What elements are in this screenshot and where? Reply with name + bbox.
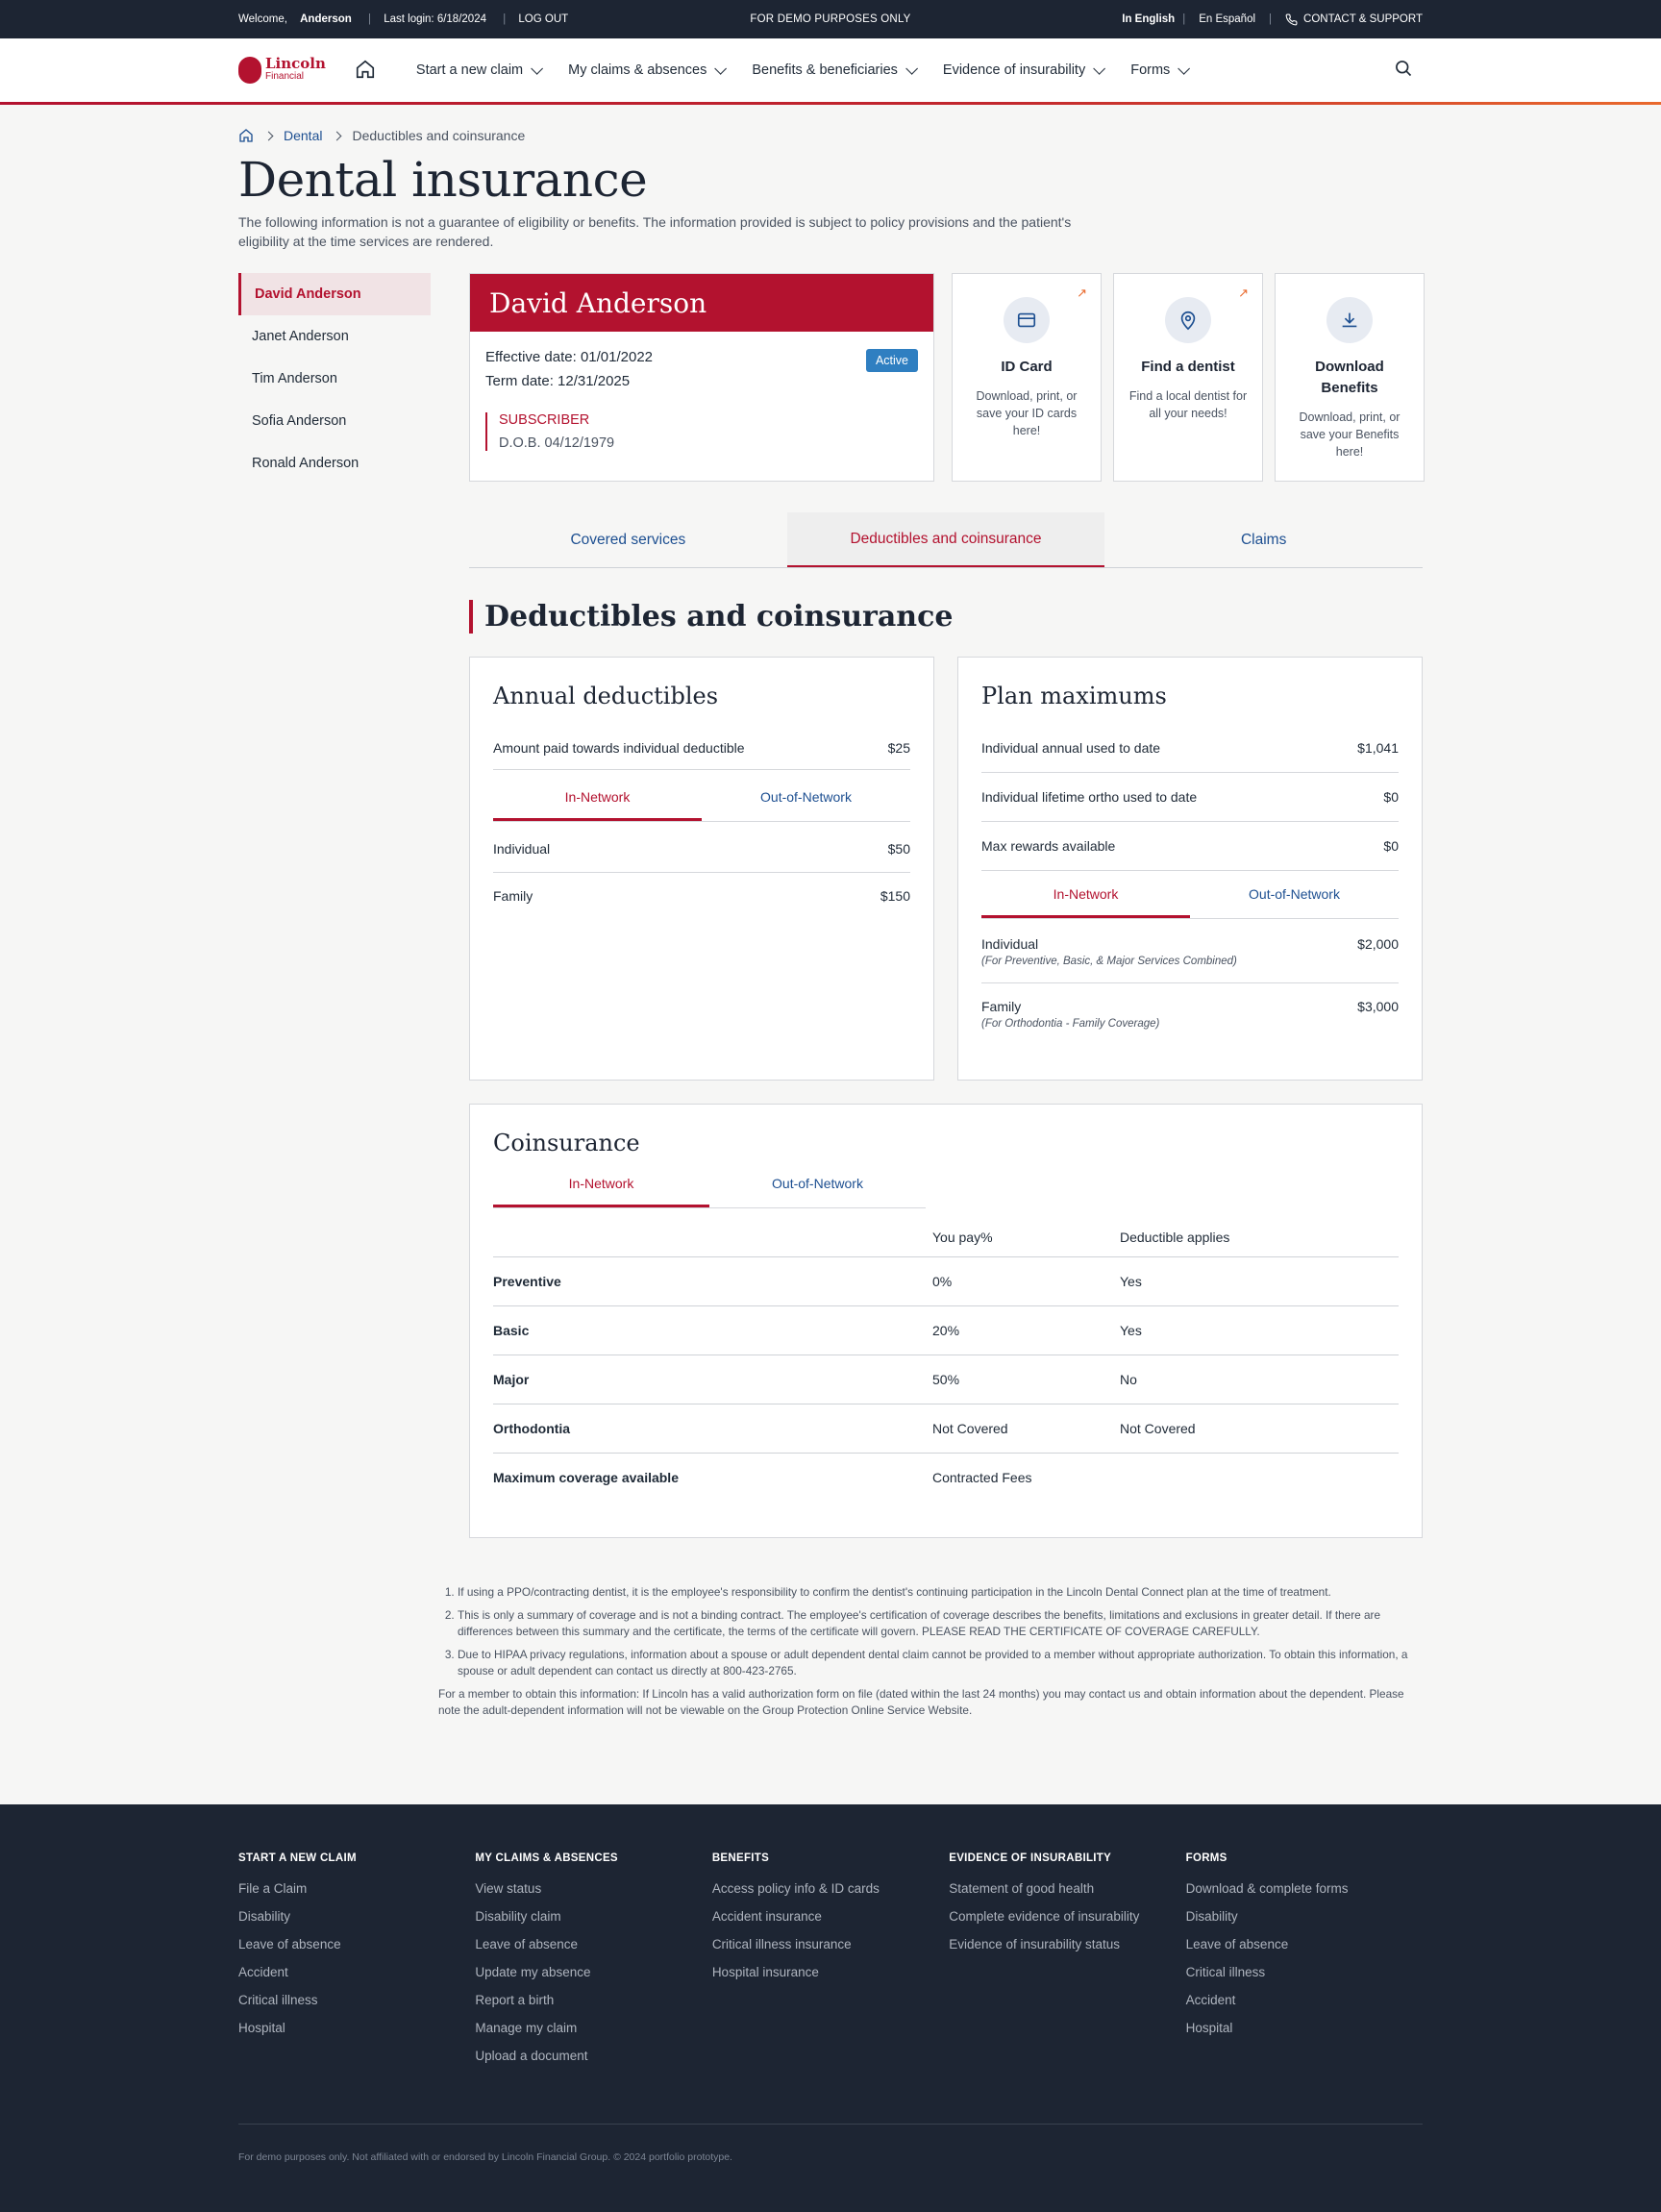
contact-support-link[interactable]: CONTACT & SUPPORT — [1303, 13, 1423, 25]
breadcrumb-dental[interactable]: Dental — [284, 128, 323, 143]
breadcrumb — [238, 128, 525, 143]
row-value: $2,000 — [1357, 936, 1399, 952]
member-item-sofia[interactable]: Sofia Anderson — [252, 413, 347, 429]
footer-link[interactable]: File a Claim — [238, 1881, 308, 1896]
chevron-right-icon — [264, 131, 274, 140]
term-date: Term date: 12/31/2025 — [485, 373, 631, 389]
table-row — [493, 1306, 1399, 1355]
download-icon — [1326, 297, 1373, 343]
footer-link[interactable]: Disability — [1185, 1909, 1238, 1924]
coinsurance-panel — [469, 1104, 1423, 1538]
family-deductible-row — [493, 873, 910, 919]
individual-deductible-row — [493, 822, 910, 873]
member-item-david[interactable]: David Anderson — [238, 273, 431, 315]
location-pin-icon — [1165, 297, 1211, 343]
chevron-down-icon — [715, 62, 728, 75]
lang-spanish-link[interactable]: En Español — [1199, 13, 1256, 25]
footer-link[interactable]: Report a birth — [475, 1993, 555, 2007]
footer-copyright: For demo purposes only. Not affiliated with or endorsed by Lincoln Financial Group. © 2024 portfolio prototype. — [238, 2151, 732, 2163]
tile-title: Find a dentist — [1141, 359, 1235, 375]
footer-link[interactable]: Access policy info & ID cards — [711, 1881, 880, 1896]
footer-col-evidence — [949, 1852, 1185, 2076]
search-icon[interactable] — [1394, 59, 1413, 82]
row-label: Individual lifetime ortho used to date — [981, 789, 1198, 805]
footer-col-my-claims — [475, 1852, 711, 2076]
row-label: Amount paid towards individual deductible — [493, 740, 745, 756]
footer-link[interactable]: Hospital — [238, 2021, 285, 2035]
footer-col-title: FORMS — [1185, 1852, 1227, 1864]
last-login: Last login: 6/18/2024 — [384, 13, 486, 25]
service-label: Preventive — [493, 1257, 932, 1306]
nav-accent-bar — [0, 102, 1661, 105]
member-dob: D.O.B. 04/12/1979 — [499, 435, 615, 451]
max-row — [981, 773, 1399, 822]
row-value: $0 — [1383, 789, 1399, 805]
tab-in-network[interactable]: In-Network — [981, 871, 1190, 918]
member-item-janet[interactable]: Janet Anderson — [252, 329, 349, 344]
tab-deductibles[interactable]: Deductibles and coinsurance — [787, 512, 1105, 567]
tile-title: Download Benefits — [1315, 359, 1384, 396]
network-tabs — [981, 871, 1399, 919]
nav-evidence[interactable]: Evidence of insurability — [943, 62, 1102, 78]
note-item: 1. If using a PPO/contracting dentist, it is the employee's responsibility to confirm the dentist's continuing participation in the Lincoln Dental Connect plan at the time of treatment. — [458, 1584, 1423, 1601]
service-label: Maximum coverage available — [493, 1470, 679, 1485]
tab-covered-services[interactable]: Covered services — [570, 531, 686, 548]
pay-cell: 50% — [932, 1355, 1120, 1404]
footer-col-title: BENEFITS — [711, 1852, 770, 1864]
tab-out-of-network[interactable]: Out-of-Network — [1249, 886, 1340, 902]
demo-notice: FOR DEMO PURPOSES ONLY — [750, 13, 911, 25]
footer-link[interactable]: Update my absence — [475, 1965, 591, 1979]
row-label: Family — [493, 888, 533, 904]
row-label: Individual — [981, 936, 1039, 952]
annual-deductibles-panel — [469, 657, 934, 1081]
logout-link[interactable]: LOG OUT — [518, 13, 569, 25]
lang-english-link[interactable]: In English — [1122, 13, 1176, 25]
max-row — [981, 822, 1399, 871]
logo-subtext: Financial — [265, 71, 305, 82]
service-label: Orthodontia — [493, 1404, 932, 1454]
member-card-name: David Anderson — [470, 274, 933, 332]
table-header-service — [493, 1208, 932, 1257]
tab-in-network[interactable]: In-Network — [493, 1160, 709, 1207]
row-value: $25 — [887, 740, 910, 756]
nav-benefits[interactable]: Benefits & beneficiaries — [752, 62, 914, 78]
footer-link[interactable]: Critical illness — [238, 1993, 318, 2007]
deductible-paid-row — [493, 727, 910, 770]
table-row — [493, 1355, 1399, 1404]
site-footer — [0, 1804, 1661, 2212]
status-badge: Active — [866, 349, 918, 372]
footer-col-title: MY CLAIMS & ABSENCES — [475, 1852, 618, 1864]
chevron-down-icon — [1093, 62, 1105, 75]
footer-link[interactable]: Leave of absence — [238, 1937, 341, 1951]
deductible-cell: Not Covered — [1120, 1404, 1399, 1454]
footer-link[interactable]: Statement of good health — [949, 1881, 1095, 1896]
member-item-ronald[interactable]: Ronald Anderson — [252, 456, 359, 471]
tile-desc: Find a local dentist for all your needs! — [1128, 389, 1248, 420]
disclaimer-notes — [438, 1584, 1423, 1719]
chevron-down-icon — [1178, 62, 1191, 75]
external-link-icon: ↗ — [1077, 286, 1087, 300]
row-note: (For Orthodontia - Family Coverage) — [981, 1018, 1160, 1030]
footer-divider — [238, 2124, 1423, 2125]
welcome-text: Welcome, Anderson — [238, 13, 352, 25]
tab-claims[interactable]: Claims — [1240, 531, 1287, 548]
footer-link[interactable]: View status — [475, 1881, 542, 1896]
nav-my-claims[interactable]: My claims & absences — [568, 62, 723, 78]
divider: | — [503, 13, 507, 25]
external-link-icon: ↗ — [1238, 286, 1249, 300]
breadcrumb-current: Deductibles and coinsurance — [352, 128, 526, 143]
logo-emblem — [238, 57, 261, 84]
note-item: 3. Due to HIPAA privacy regulations, information about a spouse or adult dependent dental claim cannot be provided to a member without appropriate authorization. To obtain this information, a spouse or adult dependent can contact us directly at 800-423-2765. — [458, 1647, 1423, 1679]
id-card-icon — [1004, 297, 1050, 343]
footer-link[interactable]: Hospital insurance — [711, 1965, 819, 1979]
divider: | — [1269, 13, 1273, 25]
dental-tabs — [469, 512, 1423, 568]
table-row — [493, 1454, 1399, 1503]
member-item-tim[interactable]: Tim Anderson — [252, 371, 337, 386]
pay-cell: 20% — [932, 1306, 1120, 1355]
effective-date: Effective date: 01/01/2022 — [485, 349, 654, 365]
service-label: Basic — [493, 1306, 932, 1355]
deductible-cell — [1120, 1454, 1399, 1503]
footer-link[interactable]: Manage my claim — [475, 2021, 578, 2035]
divider: | — [368, 13, 371, 25]
tab-out-of-network[interactable]: Out-of-Network — [772, 1176, 863, 1191]
row-value: $0 — [1383, 838, 1399, 854]
nav-forms[interactable]: Forms — [1130, 62, 1186, 78]
tile-title: ID Card — [1001, 359, 1053, 375]
row-label: Max rewards available — [981, 838, 1116, 854]
footer-link[interactable]: Accident insurance — [711, 1909, 822, 1924]
chevron-right-icon — [333, 131, 342, 140]
footer-link[interactable]: Critical illness insurance — [711, 1937, 852, 1951]
footer-col-forms — [1186, 1852, 1423, 2076]
panel-title: Plan maximums — [981, 683, 1167, 709]
pay-cell: Not Covered — [932, 1404, 1120, 1454]
coinsurance-table — [493, 1208, 1399, 1502]
table-header-deductible: Deductible applies — [1120, 1208, 1399, 1257]
footer-link[interactable]: Download & complete forms — [1185, 1881, 1349, 1896]
pay-cell: Contracted Fees — [932, 1470, 1032, 1485]
footer-link[interactable]: Evidence of insurability status — [949, 1937, 1121, 1951]
deductible-cell: Yes — [1120, 1306, 1399, 1355]
divider: | — [1182, 13, 1186, 25]
id-card-tile[interactable] — [952, 273, 1102, 482]
row-value: $50 — [887, 841, 910, 857]
section-title: Deductibles and coinsurance — [469, 600, 953, 634]
footer-link[interactable]: Complete evidence of insurability — [949, 1909, 1140, 1924]
footer-col-benefits — [712, 1852, 949, 2076]
home-icon[interactable] — [355, 59, 378, 82]
footer-link[interactable]: Disability — [238, 1909, 291, 1924]
table-header-pay: You pay% — [932, 1208, 1120, 1257]
logo-text: Lincoln — [265, 55, 326, 72]
footer-link[interactable]: Critical illness — [1185, 1965, 1266, 1979]
user-name: Anderson — [300, 13, 352, 25]
member-list — [238, 273, 431, 485]
note-tail: For a member to obtain this information: If Lincoln has a valid authorization form on file (dated within the last 24 months) you may contact us and obtain information about the dependent. Please note the adult-dependent information will not be viewable on the Group Protection Online Service Website. — [438, 1687, 1404, 1717]
top-utility-bar — [0, 0, 1661, 38]
footer-link[interactable]: Hospital — [1185, 2021, 1233, 2035]
row-value: $3,000 — [1357, 999, 1399, 1014]
download-benefits-tile[interactable] — [1275, 273, 1425, 482]
home-icon[interactable] — [238, 128, 254, 143]
row-label: Individual — [493, 841, 551, 857]
footer-col-title: EVIDENCE OF INSURABILITY — [949, 1852, 1112, 1864]
find-dentist-tile[interactable] — [1113, 273, 1263, 482]
max-row — [981, 727, 1399, 773]
pay-cell: 0% — [932, 1257, 1120, 1306]
panel-title: Coinsurance — [493, 1130, 640, 1156]
footer-link[interactable]: Accident — [238, 1965, 288, 1979]
note-item: 2. This is only a summary of coverage and is not a binding contract. The employee's certification of coverage describes the benefits, limitations and exclusions in greater detail. If there are differences between this summary and the certificate, the terms of the certificate will govern. PLEASE READ THE CERTIFICATE OF COVERAGE CAREFULLY. — [458, 1607, 1423, 1640]
phone-icon — [1285, 13, 1298, 26]
table-row — [493, 1257, 1399, 1306]
nav-start-claim[interactable]: Start a new claim — [416, 62, 539, 78]
lincoln-financial-logo[interactable] — [238, 57, 326, 84]
member-role: SUBSCRIBER — [499, 412, 590, 428]
main-nav — [0, 38, 1661, 102]
row-note: (For Preventive, Basic, & Major Services Combined) — [981, 956, 1237, 967]
page-intro: The following information is not a guarantee of eligibility or benefits. The information provided is subject to policy provisions and the patient's eligibility at the time services are rendered. — [238, 214, 1072, 249]
plan-maximums-panel — [957, 657, 1423, 1081]
page-title: Dental insurance — [238, 152, 648, 208]
individual-max-row — [981, 919, 1399, 983]
footer-link[interactable]: Disability claim — [475, 1909, 561, 1924]
tab-in-network[interactable]: In-Network — [493, 774, 702, 821]
footer-link[interactable]: Leave of absence — [1185, 1937, 1289, 1951]
tab-out-of-network[interactable]: Out-of-Network — [760, 789, 852, 805]
tile-desc: Download, print, or save your ID cards here! — [976, 389, 1078, 437]
chevron-down-icon — [531, 62, 543, 75]
deductible-cell: Yes — [1120, 1257, 1399, 1306]
row-label: Family — [981, 999, 1022, 1014]
table-row — [493, 1404, 1399, 1454]
footer-col-title: START A NEW CLAIM — [238, 1852, 357, 1864]
footer-link[interactable]: Leave of absence — [475, 1937, 578, 1951]
network-tabs — [493, 1160, 926, 1208]
tile-desc: Download, print, or save your Benefits here! — [1299, 410, 1401, 459]
member-card — [469, 273, 934, 482]
chevron-down-icon — [905, 62, 918, 75]
footer-link[interactable]: Accident — [1185, 1993, 1236, 2007]
row-value: $150 — [880, 888, 910, 904]
network-tabs — [493, 774, 910, 822]
family-max-row — [981, 983, 1399, 1045]
footer-link[interactable]: Upload a document — [475, 2049, 588, 2063]
row-label: Individual annual used to date — [981, 740, 1161, 756]
deductible-cell: No — [1120, 1355, 1399, 1404]
service-label: Major — [493, 1355, 932, 1404]
panel-title: Annual deductibles — [493, 683, 719, 709]
row-value: $1,041 — [1357, 740, 1399, 756]
footer-col-claims — [238, 1852, 475, 2076]
